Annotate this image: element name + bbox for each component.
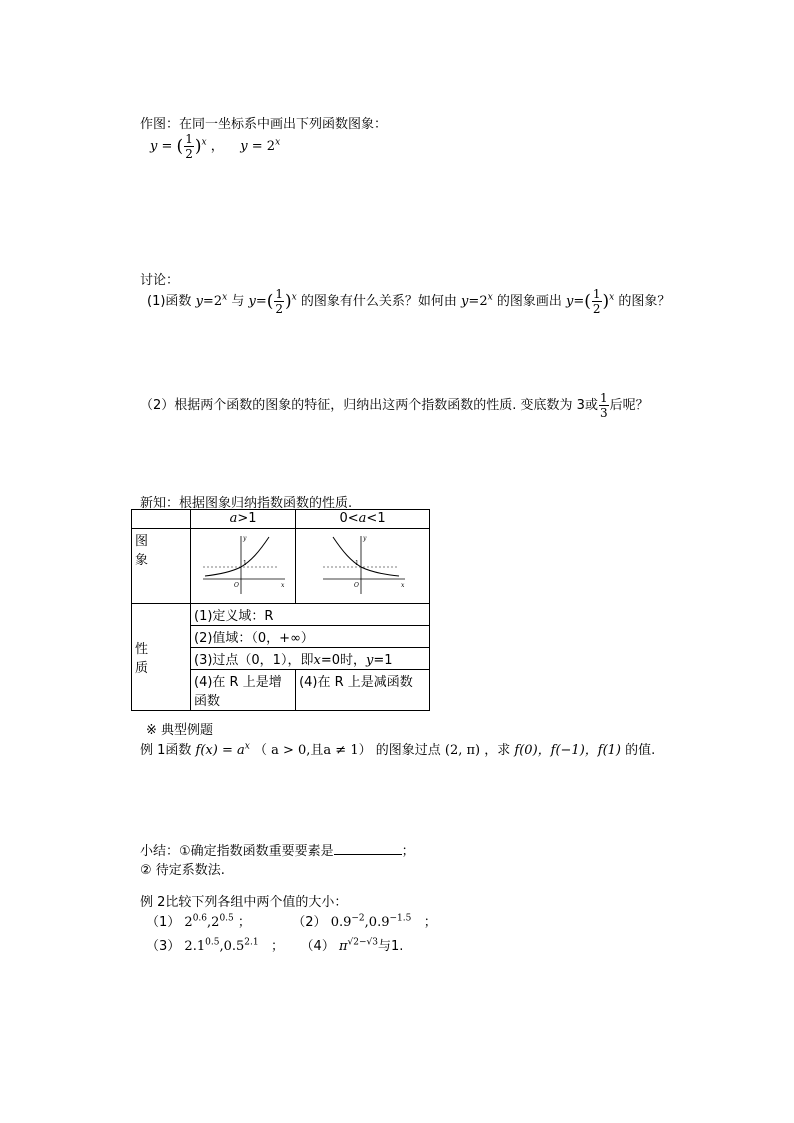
comma: ， bbox=[210, 139, 224, 154]
drawing-heading: 作图：在同一坐标系中画出下列函数图象： bbox=[140, 117, 388, 132]
graph-decreasing-svg bbox=[317, 532, 409, 596]
row-label-graph: 图 象 bbox=[132, 529, 191, 604]
example-2-row-1: （1） $2^{0.6},2^{0.5}$ ； （2） $0.9^{-2},0.9^{-1.5}$ ； bbox=[146, 913, 437, 930]
header-a-lt-1: 0<a<1 bbox=[296, 510, 430, 529]
property-increasing: (4)在 R 上是增 函数 bbox=[191, 670, 296, 711]
f1-exponent: x bbox=[201, 137, 207, 148]
f2-lhs: y bbox=[240, 139, 248, 154]
graph-origin: O bbox=[353, 582, 359, 589]
fill-blank[interactable] bbox=[334, 842, 402, 855]
header-a-gt-1: a>1 bbox=[191, 510, 296, 529]
graph-increasing-svg bbox=[197, 532, 289, 596]
newknow-heading: 新知：根据图象归纳指数函数的性质. bbox=[140, 496, 353, 511]
row-label-property: 性 质 bbox=[132, 604, 191, 711]
example-2-row-2: （3） $2.1^{0.5},0.5^{2.1}$ ； （4） $\pi^{√2-√3}$与1. bbox=[146, 937, 404, 954]
property-fixed-point: (3)过点（0，1），即x=0时，y=1 bbox=[191, 648, 430, 670]
graph-decreasing bbox=[296, 529, 430, 604]
example-2-heading: 例 2比较下列各组中两个值的大小： bbox=[140, 895, 348, 910]
f2-base: 2 bbox=[266, 139, 276, 154]
graph-origin: O bbox=[234, 582, 239, 589]
graph-one: 1 bbox=[354, 560, 359, 567]
f1-lhs: y bbox=[150, 139, 158, 154]
discussion-q2: （2）根据两个函数的图象的特征，归纳出这两个指数函数的性质. 变底数为 3或 $\frac{1}{3}$ 后呢？ bbox=[140, 391, 649, 420]
property-table bbox=[131, 509, 430, 711]
discussion-heading: 讨论： bbox=[140, 273, 180, 288]
f1-fraction: $\frac{1}{2}$ bbox=[185, 132, 193, 161]
property-range: (2)值域：（0，+∞） bbox=[191, 626, 430, 648]
drawing-functions: y = ( $\frac{1}{2}$ )$^x$ ， y = 2$^x$ bbox=[150, 132, 281, 161]
example-1: 例 1函数 $f(x) = a^x$ （ a > 0,且a ≠ 1） 的图象过点 (2, π) ，求 f(0)，f(−1)，f(1) 的值. bbox=[140, 741, 656, 758]
summary-line-2: ② 待定系数法. bbox=[140, 863, 225, 878]
graph-y-label: y bbox=[362, 535, 366, 542]
examples-section-title: ※ 典型例题 bbox=[146, 723, 214, 738]
graph-x-label: x bbox=[400, 582, 404, 589]
f1-eq: = bbox=[161, 139, 173, 154]
graph-x-label: x bbox=[281, 582, 285, 589]
property-domain: (1)定义域：R bbox=[191, 604, 430, 626]
graph-one: 1 bbox=[243, 560, 247, 567]
property-decreasing: (4)在 R 上是减函数 bbox=[296, 670, 430, 711]
summary-line-1: 小结：①确定指数函数重要要素是 ； bbox=[140, 844, 415, 859]
graph-y-label: y bbox=[243, 535, 247, 542]
graph-increasing bbox=[191, 529, 296, 604]
discussion-q1: (1)函数 $y=2^x$ 与 y=( $\frac{1}{2}$ )$^x$ 的图象有什么关系？如何由 $y=2^x$ 的图象画出 y=( $\frac{1}{2}$ )$^x$ 的图象？ bbox=[147, 287, 671, 316]
